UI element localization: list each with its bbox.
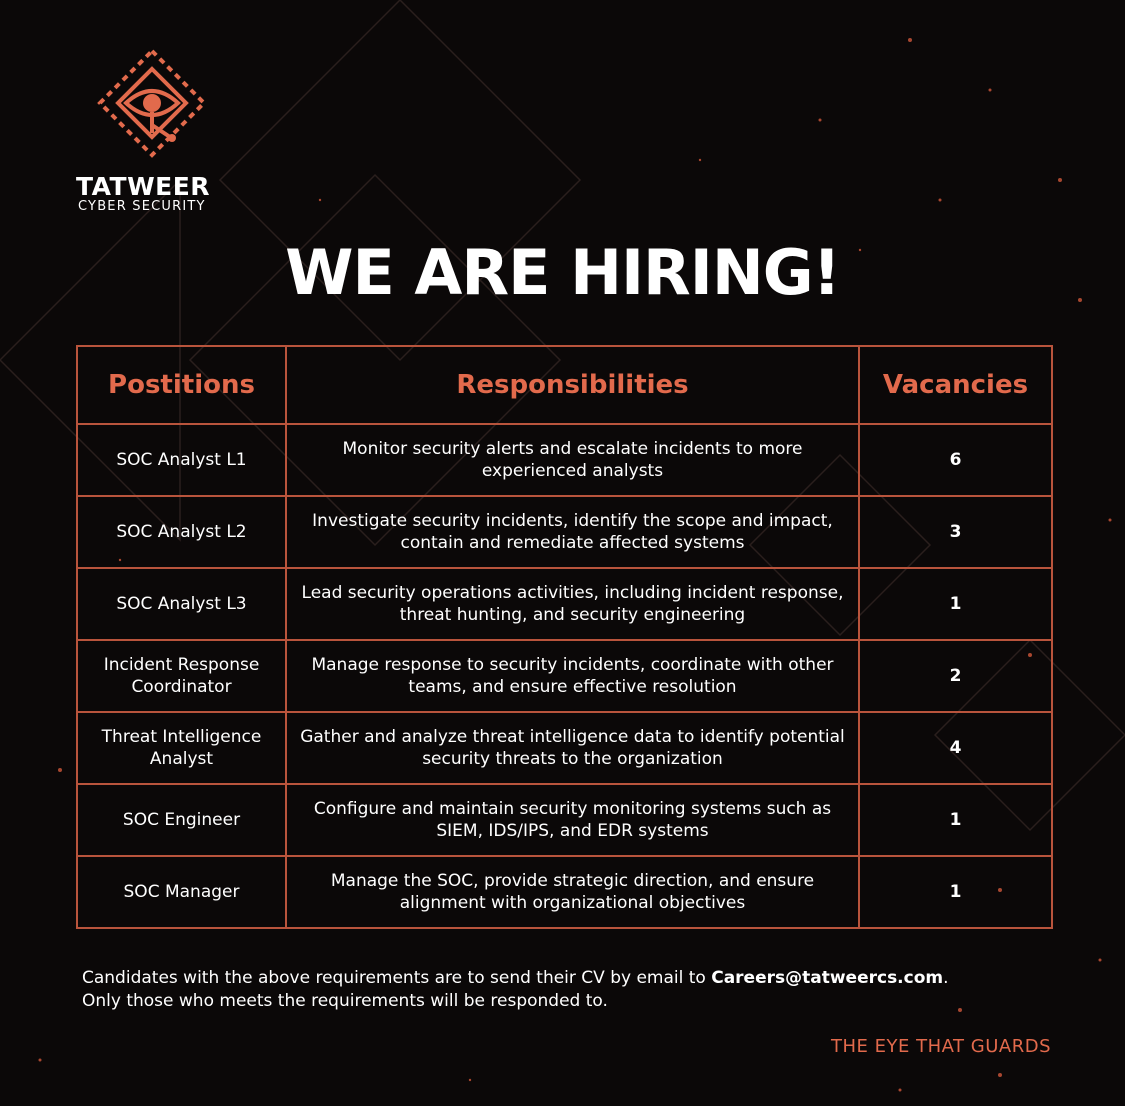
responsibility-cell: Investigate security incidents, identify the scope and impact, contain and remediate affected systems [286, 496, 859, 568]
header-responsibilities: Responsibilities [286, 346, 859, 424]
responsibility-cell: Manage response to security incidents, coordinate with other teams, and ensure effective resolution [286, 640, 859, 712]
table-row [77, 496, 1052, 568]
tagline: THE EYE THAT GUARDS [831, 1036, 1051, 1057]
tatweer-eye-logo [96, 47, 208, 159]
table-row [77, 568, 1052, 640]
vacancies-cell: 2 [859, 640, 1052, 712]
table-header-row [77, 346, 1052, 424]
brand-subtitle: CYBER SECURITY [78, 199, 206, 214]
vacancies-cell: 1 [859, 784, 1052, 856]
page-title: WE ARE HIRING! [285, 236, 840, 309]
position-cell: SOC Analyst L2 [77, 496, 286, 568]
table-row [77, 640, 1052, 712]
application-note-line2: Only those who meets the requirements will be responded to. [82, 991, 608, 1011]
brand-name: TATWEER [76, 172, 211, 201]
positions-table [76, 345, 1053, 929]
responsibility-cell: Lead security operations activities, including incident response, threat hunting, and security engineering [286, 568, 859, 640]
header-positions: Postitions [77, 346, 286, 424]
position-cell: Threat Intelligence Analyst [77, 712, 286, 784]
vacancies-cell: 1 [859, 856, 1052, 928]
responsibility-cell: Configure and maintain security monitoring systems such as SIEM, IDS/IPS, and EDR systems [286, 784, 859, 856]
position-cell: SOC Manager [77, 856, 286, 928]
table-row [77, 856, 1052, 928]
application-note-text: Candidates with the above requirements are to send their CV by email to [82, 968, 712, 988]
application-note [82, 967, 949, 1013]
table-row [77, 712, 1052, 784]
position-cell: SOC Analyst L3 [77, 568, 286, 640]
table-row [77, 784, 1052, 856]
responsibility-cell: Manage the SOC, provide strategic direction, and ensure alignment with organizational objectives [286, 856, 859, 928]
table-row [77, 424, 1052, 496]
position-cell: Incident Response Coordinator [77, 640, 286, 712]
careers-email: Careers@tatweercs.com [711, 968, 944, 988]
vacancies-cell: 1 [859, 568, 1052, 640]
application-note-end: . [943, 968, 949, 988]
position-cell: SOC Engineer [77, 784, 286, 856]
vacancies-cell: 6 [859, 424, 1052, 496]
vacancies-cell: 4 [859, 712, 1052, 784]
responsibility-cell: Monitor security alerts and escalate incidents to more experienced analysts [286, 424, 859, 496]
position-cell: SOC Analyst L1 [77, 424, 286, 496]
header-vacancies: Vacancies [859, 346, 1052, 424]
vacancies-cell: 3 [859, 496, 1052, 568]
responsibility-cell: Gather and analyze threat intelligence data to identify potential security threats to the organization [286, 712, 859, 784]
